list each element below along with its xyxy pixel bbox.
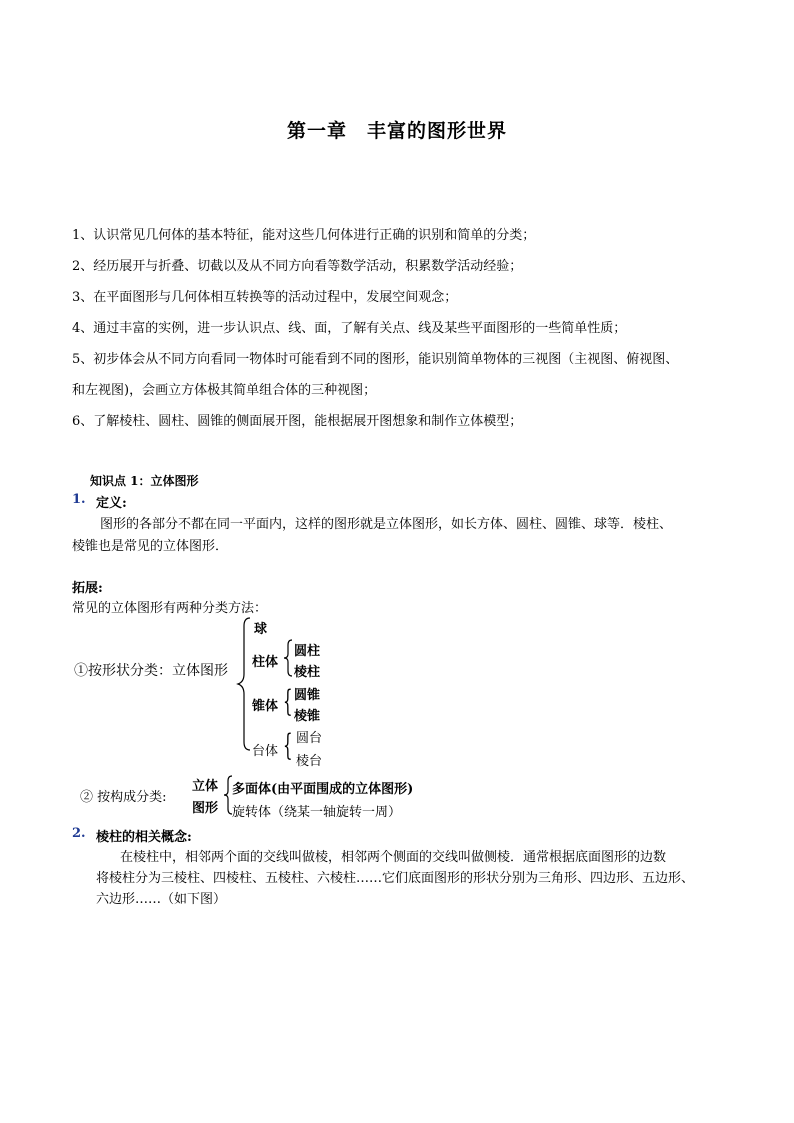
rotation-body-label: 旋转体（绕某一轴旋转一周） (232, 805, 402, 820)
objective-2: 2、经历展开与折叠、切截以及从不同方向看等数学活动，积累数学活动经验； (72, 259, 523, 274)
objective-6: 6、了解棱柱、圆柱、圆锥的侧面展开图，能根据展开图想象和制作立体模型； (72, 414, 523, 429)
cylinder-label: 圆柱 (294, 644, 321, 659)
prism-concepts-line3: 六边形……（如下图） (96, 892, 227, 907)
frustum-brace-icon: { (283, 728, 293, 763)
definition-label: 定义: (96, 496, 127, 511)
composition-classification-label: ② 按构成分类: (80, 790, 167, 805)
pyramid-label: 棱锥 (294, 709, 321, 724)
definition-number: 1. (72, 492, 86, 507)
cone-group-label: 锥体 (252, 699, 279, 714)
polyhedron-label: 多面体(由平面围成的立体图形) (232, 782, 414, 797)
objective-3: 3、在平面图形与几何体相互转换等的活动过程中，发展空间观念； (72, 290, 458, 305)
prism-concepts-label: 棱柱的相关概念: (96, 830, 192, 845)
objective-5-continued: 和左视图)，会画立方体极其简单组合体的三种视图； (72, 383, 377, 398)
knowledge-point-heading: 知识点 1：立体图形 (90, 474, 199, 488)
definition-text-line1: 图形的各部分不都在同一平面内，这样的图形就是立体图形，如长方体、圆柱、圆锥、球等．棱柱、 (100, 517, 673, 532)
prism-concepts-number: 2. (72, 826, 86, 841)
page-title: 第一章 丰富的图形世界 (286, 120, 507, 142)
prism-frustum-label: 棱台 (296, 754, 323, 769)
big-brace-icon (236, 616, 256, 752)
extension-intro: 常见的立体图形有两种分类方法： (72, 601, 268, 616)
solid-figure-bottom: 图形 (192, 801, 219, 816)
ball-label: 球 (254, 622, 268, 637)
shape-classification-label: ①按形状分类：立体图形 (74, 663, 228, 679)
prism-group-label: 柱体 (252, 655, 279, 670)
cone-brace-icon: { (283, 684, 293, 719)
cone-label: 圆锥 (294, 688, 321, 703)
prism-concepts-line2: 将棱柱分为三棱柱、四棱柱、五棱柱、六棱柱……它们底面图形的形状分别为三角形、四边形、五边形、 (96, 871, 695, 886)
prism-label: 棱柱 (294, 665, 321, 680)
objective-1: 1、认识常见几何体的基本特征，能对这些几何体进行正确的识别和简单的分类； (72, 228, 536, 243)
round-frustum-label: 圆台 (296, 731, 323, 746)
definition-text-line2: 棱锥也是常见的立体图形． (72, 539, 229, 554)
prism-concepts-line1: 在棱柱中，相邻两个面的交线叫做棱，相邻两个侧面的交线叫做侧棱．通常根据底面图形的边数 (120, 850, 667, 865)
prism-brace-icon (282, 638, 294, 678)
objective-4: 4、通过丰富的实例，进一步认识点、线、面，了解有关点、线及某些平面图形的一些简单性质； (72, 321, 627, 336)
frustum-group-label: 台体 (252, 744, 279, 759)
objective-5: 5、初步体会从不同方向看同一物体时可能看到不同的图形，能识别简单物体的三视图（主视图、俯视图、 (72, 352, 679, 367)
solid-figure-top: 立体 (192, 779, 219, 794)
extension-label: 拓展: (72, 581, 103, 596)
